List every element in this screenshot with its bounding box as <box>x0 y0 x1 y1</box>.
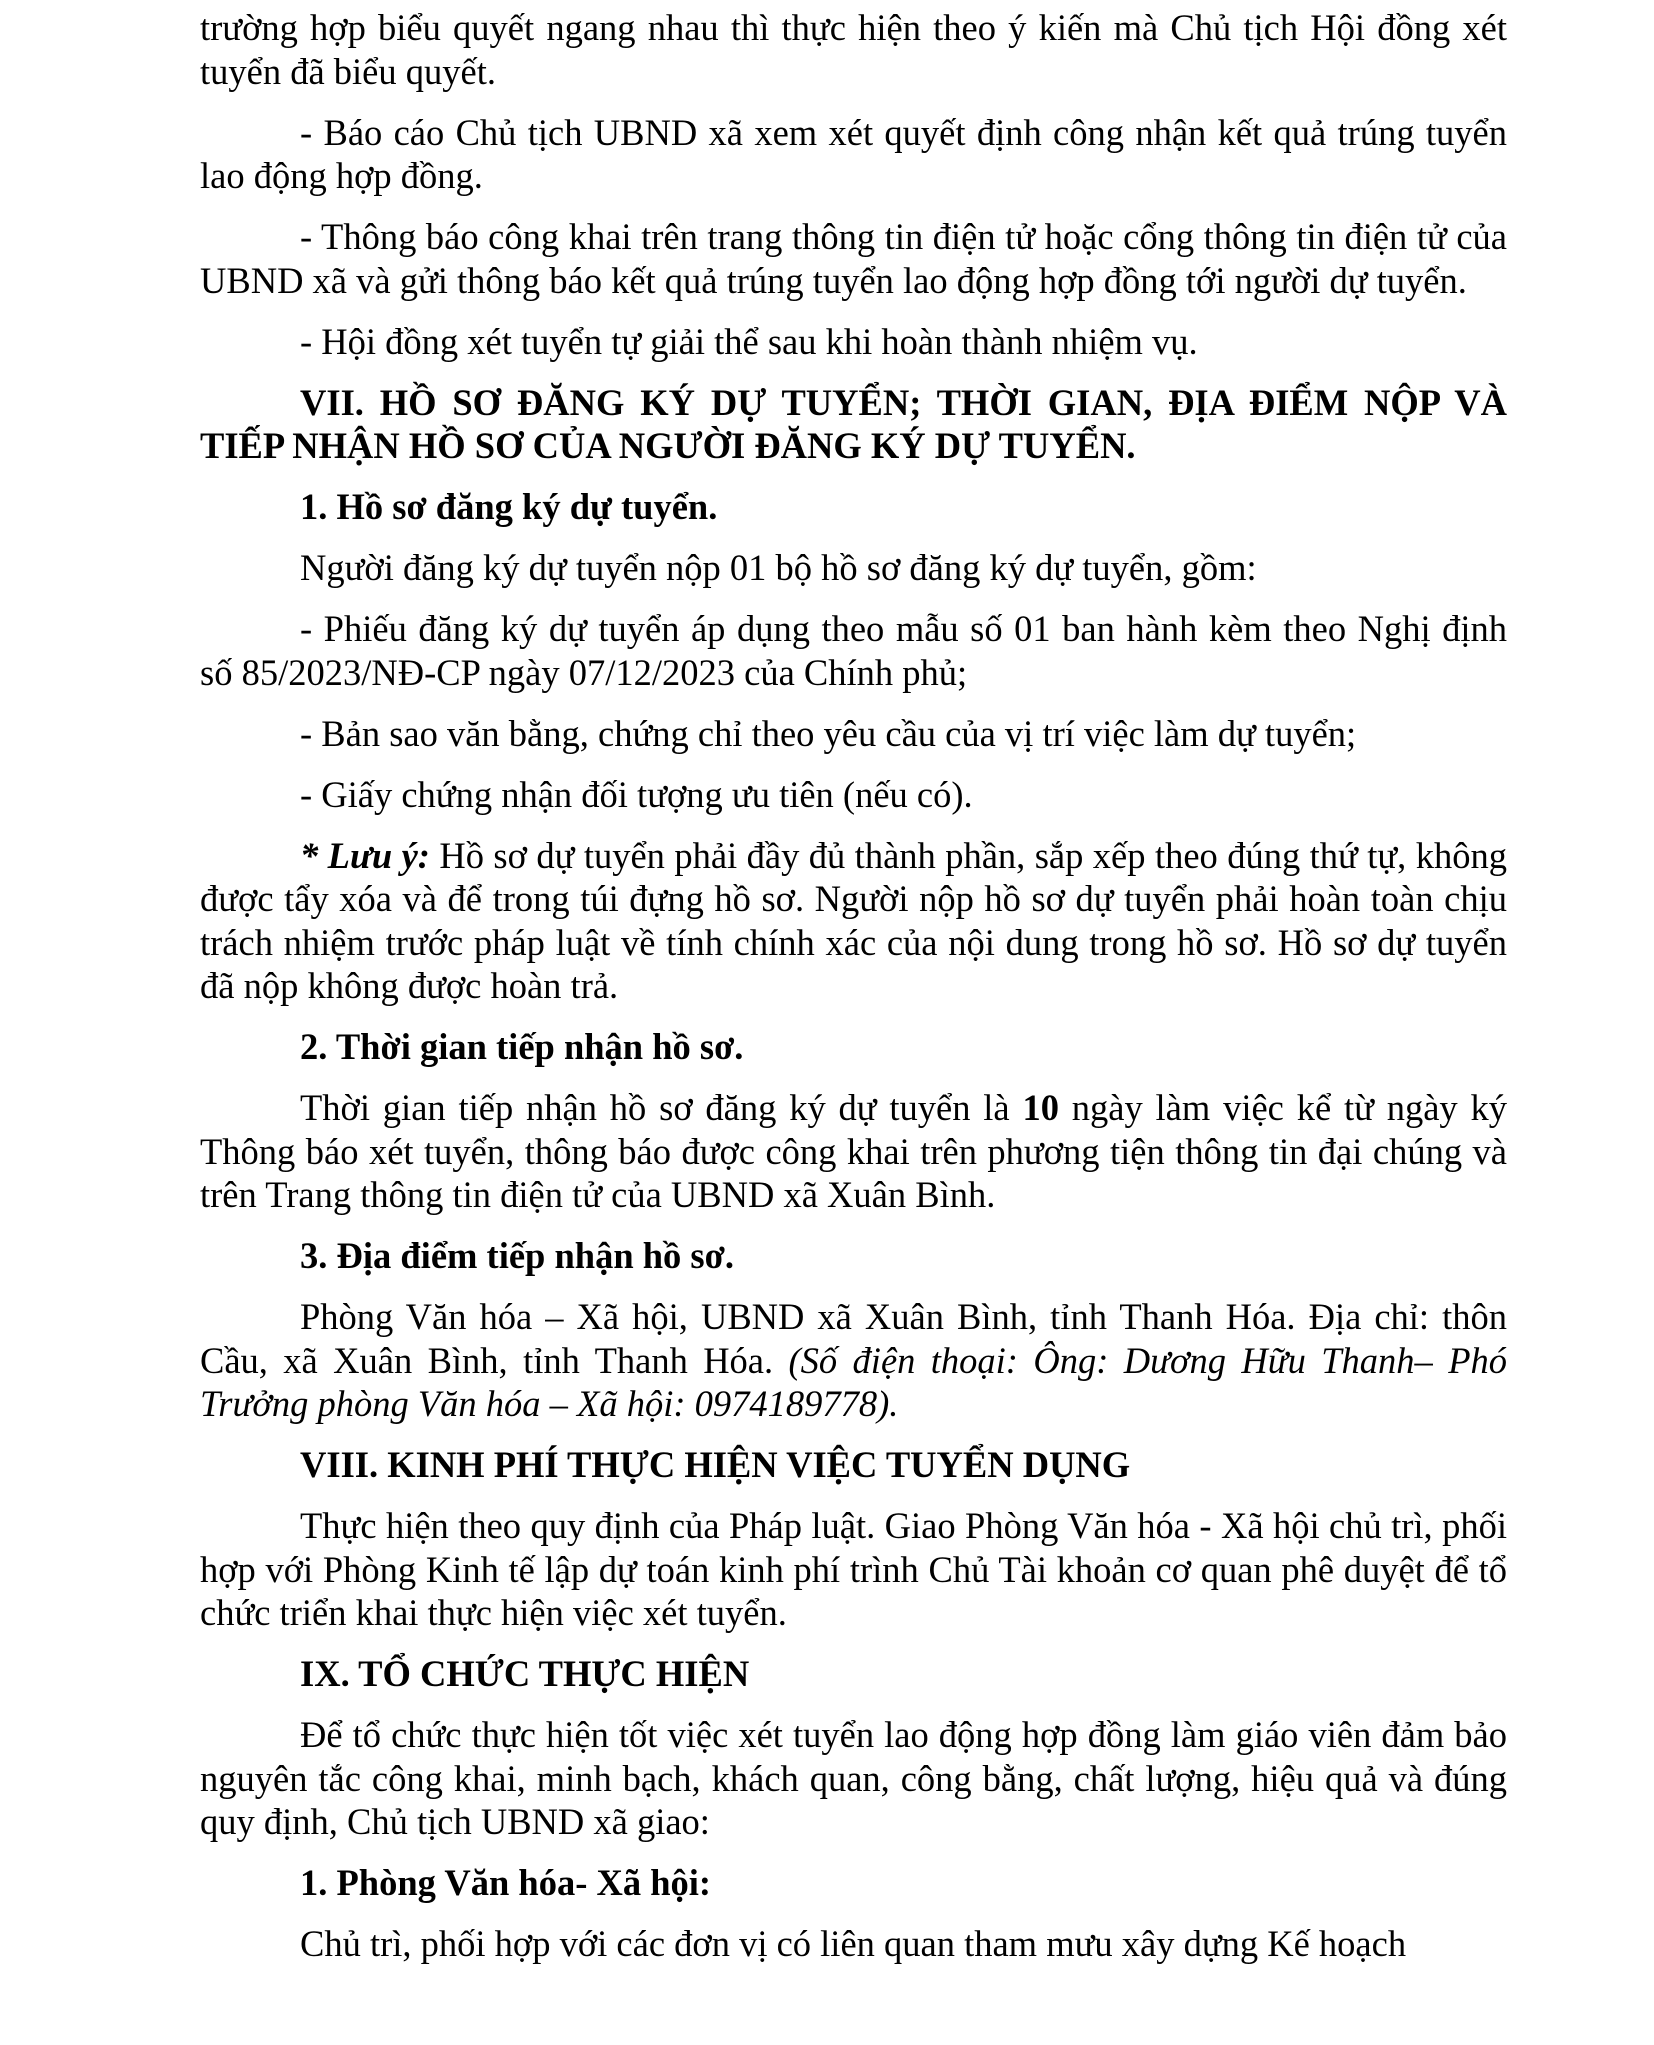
paragraph <box>200 1086 1507 1217</box>
paragraph: Người đăng ký dự tuyển nộp 01 bộ hồ sơ đăng ký dự tuyển, gồm: <box>300 547 1257 588</box>
paragraph <box>200 1295 1507 1426</box>
paragraph: - Báo cáo Chủ tịch UBND xã xem xét quyết định công nhận kết quả trúng tuyển lao động hợp đồng. <box>200 111 1507 196</box>
subheading-vii-1: 1. Hồ sơ đăng ký dự tuyển. <box>300 486 718 527</box>
paragraph: - Phiếu đăng ký dự tuyển áp dụng theo mẫu số 01 ban hành kèm theo Nghị định số 85/2023/NĐ-CP ngày 07/12/2023 của Chính phủ; <box>200 608 1507 693</box>
phone-contact: (Số điện thoại: Ông: Dương Hữu Thanh– Phó Trưởng phòng Văn hóa – Xã hội: 0974189778). <box>200 1339 1507 1424</box>
note-paragraph <box>200 834 1507 1008</box>
paragraph: Thực hiện theo quy định của Pháp luật. Giao Phòng Văn hóa - Xã hội chủ trì, phối hợp với Phòng Kinh tế lập dự toán kinh phí trình Chủ Tài khoản cơ quan phê duyệt để tổ chức triển khai thực hiện việc xét tuyển. <box>200 1505 1507 1633</box>
section-heading-ix: IX. TỔ CHỨC THỰC HIỆN <box>300 1653 750 1694</box>
text-run: Thời gian tiếp nhận hồ sơ đăng ký dự tuyển là <box>300 1087 1023 1128</box>
paragraph: - Giấy chứng nhận đối tượng ưu tiên (nếu có). <box>300 773 973 815</box>
paragraph: trường hợp biểu quyết ngang nhau thì thực hiện theo ý kiến mà Chủ tịch Hội đồng xét tuyển đã biểu quyết. <box>200 7 1507 92</box>
note-text: Hồ sơ dự tuyển phải đầy đủ thành phần, sắp xếp theo đúng thứ tự, không được tẩy xóa và để trong túi đựng hồ sơ. Người nộp hồ sơ dự tuyển phải hoàn toàn chịu trách nhiệm trước pháp luật về tính chính xác của nội dung trong hồ sơ. Hồ sơ dự tuyển đã nộp không được hoàn trả. <box>200 834 1507 1006</box>
section-heading-viii: VIII. KINH PHÍ THỰC HIỆN VIỆC TUYỂN DỤNG <box>300 1444 1131 1485</box>
subheading-vii-3: 3. Địa điểm tiếp nhận hồ sơ. <box>300 1235 734 1276</box>
paragraph: - Thông báo công khai trên trang thông tin điện tử hoặc cổng thông tin điện tử của UBND xã và gửi thông báo kết quả trúng tuyển lao động hợp đồng tới người dự tuyển. <box>200 216 1507 301</box>
day-count: 10 <box>1022 1087 1059 1128</box>
address-text: Phòng Văn hóa – Xã hội, UBND xã Xuân Bình, tỉnh Thanh Hóa. Địa chỉ: thôn Cầu, xã Xuân Bình, tỉnh Thanh Hóa. <box>200 1296 1507 1381</box>
paragraph: - Hội đồng xét tuyển tự giải thể sau khi hoàn thành nhiệm vụ. <box>300 320 1198 362</box>
section-heading-vii: VII. HỒ SƠ ĐĂNG KÝ DỰ TUYỂN; THỜI GIAN, ĐỊA ĐIỂM NỘP VÀ TIẾP NHẬN HỒ SƠ CỦA NGƯỜI ĐĂNG KÝ DỰ TUYỂN. <box>200 381 1507 466</box>
text-run: ngày làm việc kể từ ngày ký Thông báo xét tuyển, thông báo được công khai trên phương tiện thông tin đại chúng và trên Trang thông tin điện tử của UBND xã Xuân Bình. <box>200 1087 1507 1215</box>
note-label: * Lưu ý: <box>300 834 430 876</box>
paragraph: Để tổ chức thực hiện tốt việc xét tuyển lao động hợp đồng làm giáo viên đảm bảo nguyên tắc công khai, minh bạch, khách quan, công bằng, chất lượng, hiệu quả và đúng quy định, Chủ tịch UBND xã giao: <box>200 1714 1507 1842</box>
paragraph: Chủ trì, phối hợp với các đơn vị có liên quan tham mưu xây dựng Kế hoạch <box>300 1923 1407 1964</box>
paragraph: - Bản sao văn bằng, chứng chỉ theo yêu cầu của vị trí việc làm dự tuyển; <box>300 712 1357 754</box>
document-page <box>200 6 1507 1983</box>
subheading-vii-2: 2. Thời gian tiếp nhận hồ sơ. <box>300 1026 744 1067</box>
subheading-ix-1: 1. Phòng Văn hóa- Xã hội: <box>300 1862 712 1903</box>
